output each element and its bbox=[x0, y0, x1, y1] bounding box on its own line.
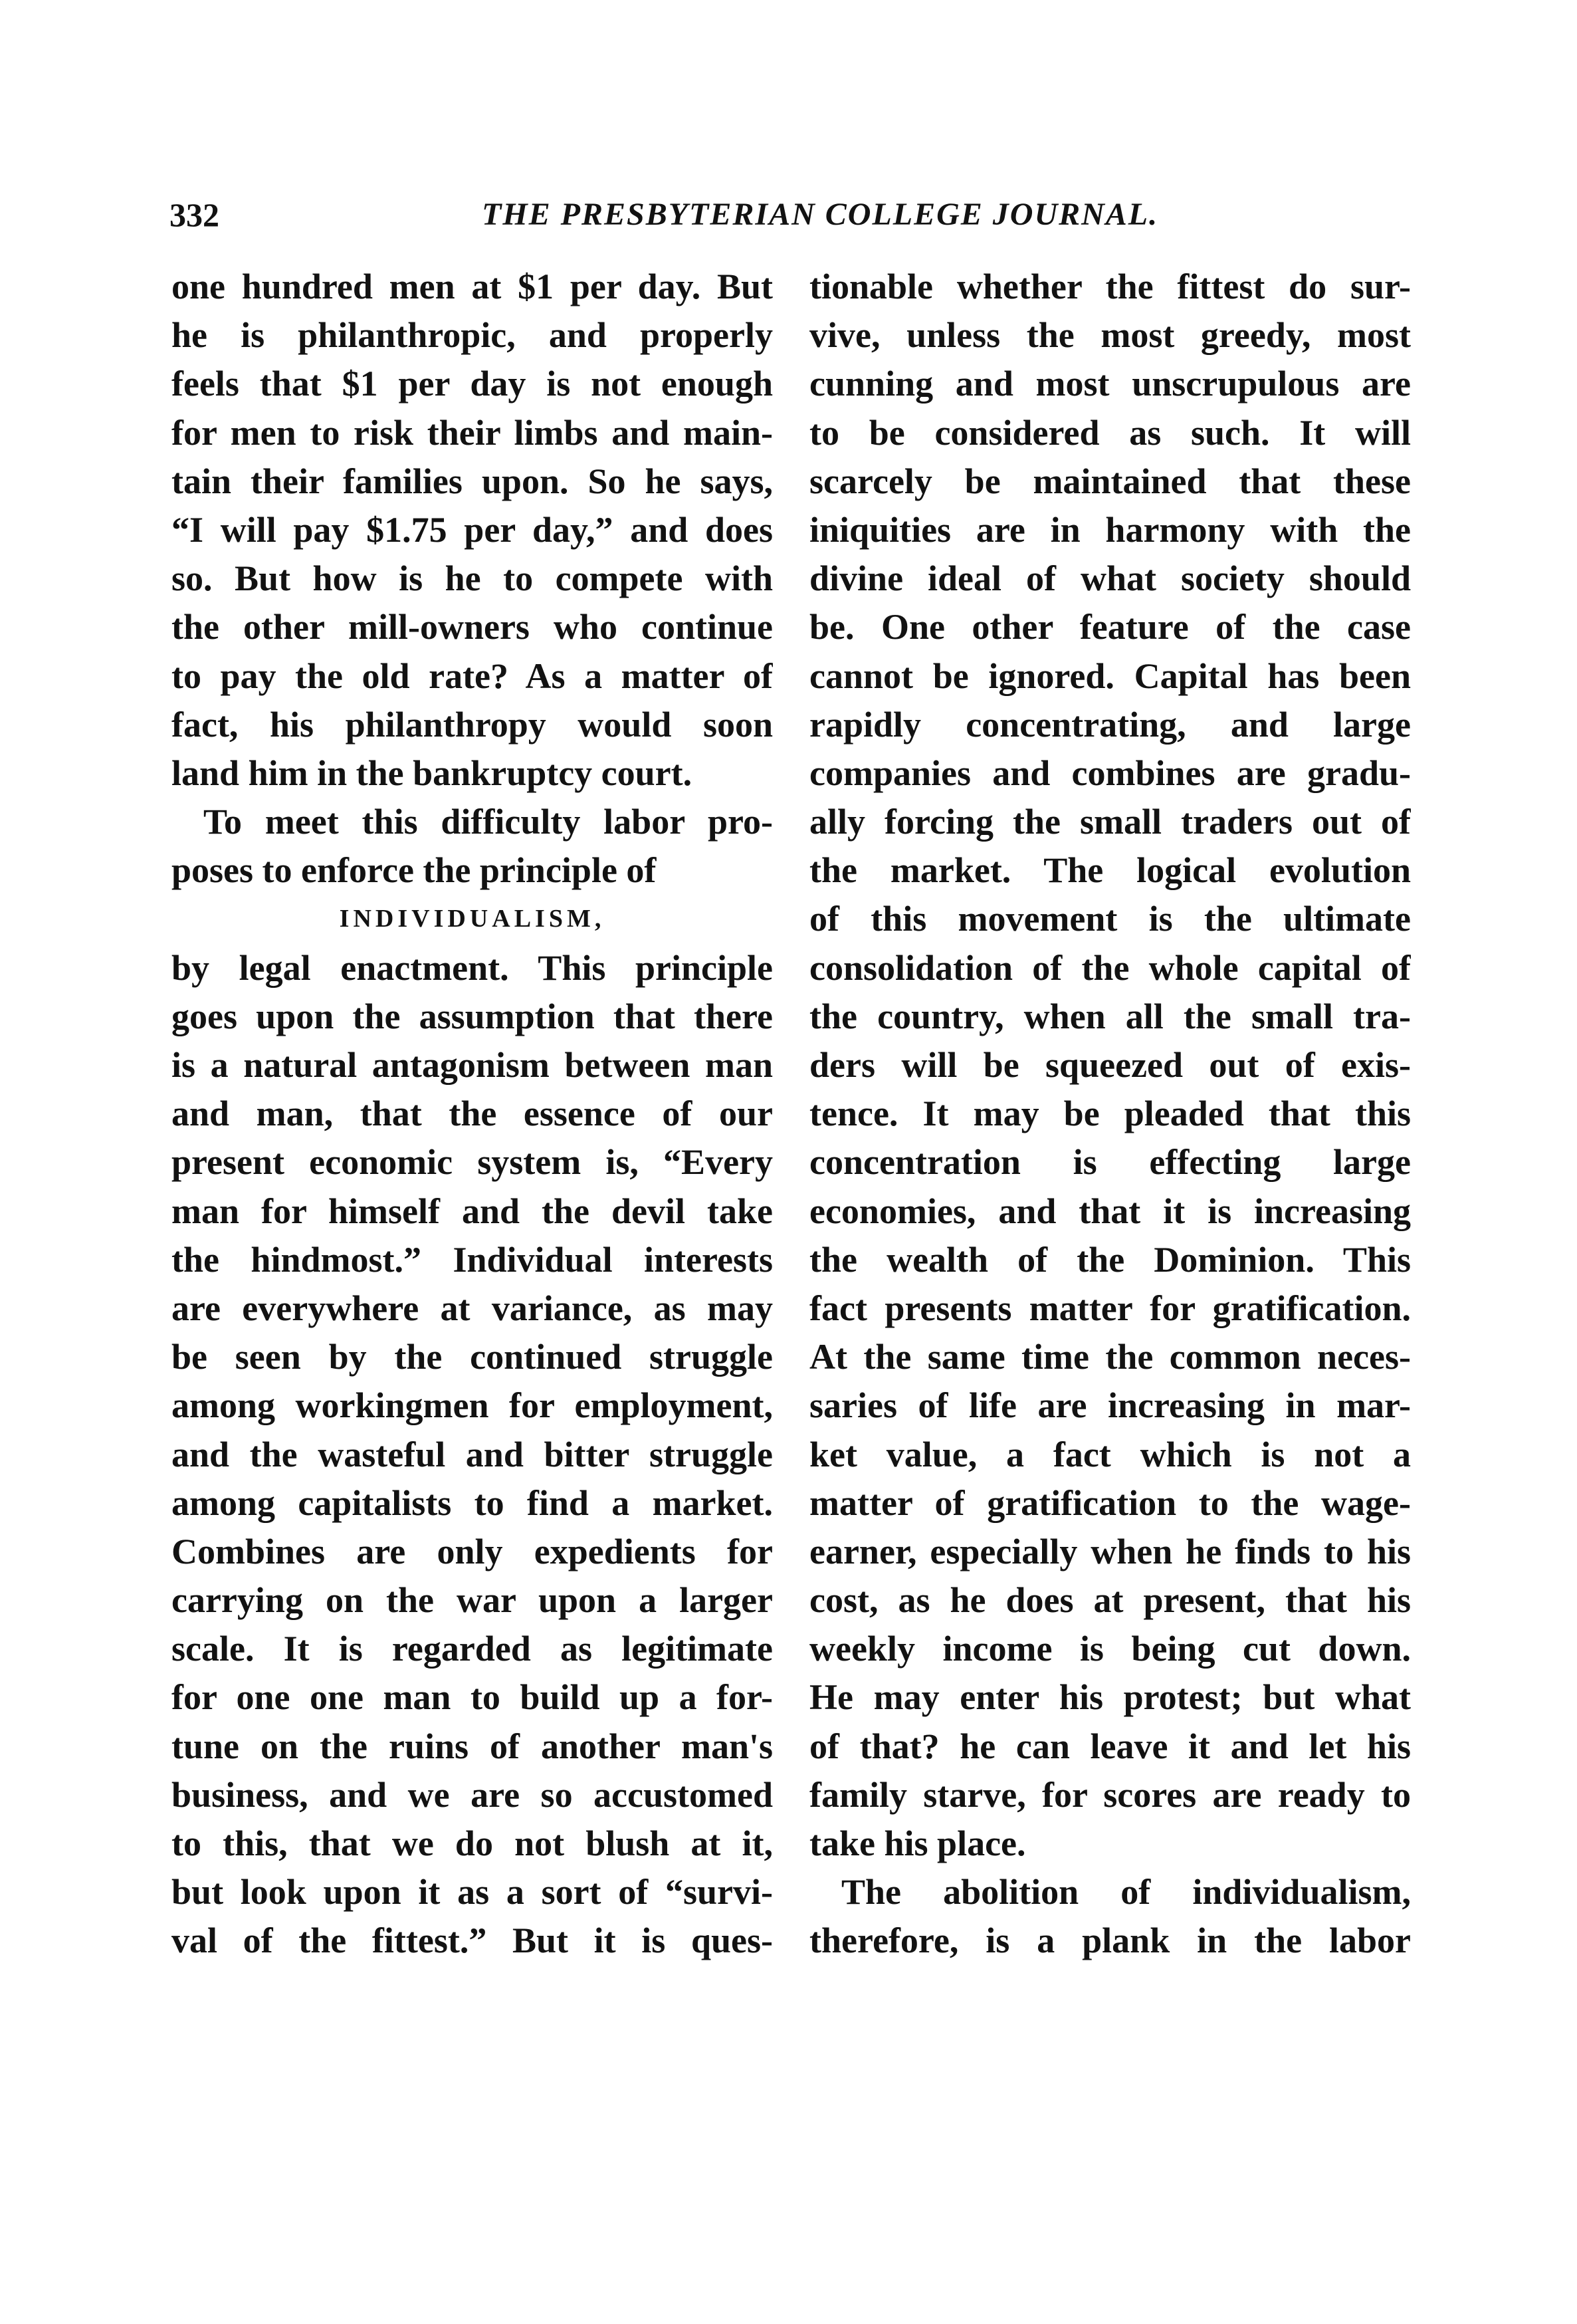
text-line: family starve, for scores are ready to bbox=[809, 1774, 1411, 1815]
text-line: to this, that we do not blush at it, bbox=[171, 1823, 773, 1863]
text-line: the other mill-owners who continue bbox=[171, 607, 773, 647]
text-line: land him in the bankruptcy court. bbox=[171, 753, 692, 793]
text-line: poses to enforce the principle of bbox=[171, 850, 657, 891]
text-line: At the same time the common neces- bbox=[809, 1337, 1411, 1377]
text-line: scarcely be maintained that these bbox=[809, 461, 1411, 501]
text-line: divine ideal of what society should bbox=[809, 558, 1411, 599]
page-header bbox=[169, 191, 1406, 245]
text-line: cannot be ignored. Capital has been bbox=[809, 655, 1411, 696]
text-line: business, and we are so accustomed bbox=[171, 1774, 773, 1815]
text-line: consolidation of the whole capital of bbox=[809, 947, 1411, 988]
text-line: “I will pay $1.75 per day,” and does bbox=[171, 509, 773, 550]
text-line: matter of gratification to the wage- bbox=[809, 1482, 1411, 1523]
text-line: be seen by the continued struggle bbox=[171, 1337, 773, 1377]
text-line: tune on the ruins of another man's bbox=[171, 1726, 773, 1766]
text-line: concentration is effecting large bbox=[809, 1142, 1411, 1183]
text-line: earner, especially when he finds to his bbox=[809, 1531, 1411, 1571]
text-line: vive, unless the most greedy, most bbox=[809, 315, 1411, 356]
text-line: he is philanthropic, and properly bbox=[171, 315, 773, 356]
text-line: To meet this difficulty labor pro- bbox=[203, 802, 773, 842]
text-line: but look upon it as a sort of “survi- bbox=[171, 1872, 773, 1913]
text-line: among workingmen for employment, bbox=[171, 1385, 773, 1426]
text-line: are everywhere at variance, as may bbox=[171, 1288, 773, 1328]
left-column bbox=[171, 263, 773, 1966]
text-line: of that? he can leave it and let his bbox=[809, 1726, 1411, 1766]
text-line: cunning and most unscrupulous are bbox=[809, 364, 1411, 404]
text-line: present economic system is, “Every bbox=[171, 1142, 773, 1183]
text-line: and the wasteful and bitter struggle bbox=[171, 1434, 773, 1474]
text-line: to be considered as such. It will bbox=[809, 412, 1411, 453]
text-line: Combines are only expedients for bbox=[171, 1531, 773, 1571]
text-line: the wealth of the Dominion. This bbox=[809, 1239, 1411, 1280]
text-line: is a natural antagonism between man bbox=[171, 1045, 773, 1085]
text-line: tence. It may be pleaded that this bbox=[809, 1094, 1411, 1134]
text-line: ket value, a fact which is not a bbox=[809, 1434, 1411, 1474]
text-line: and man, that the essence of our bbox=[171, 1094, 773, 1134]
text-line: fact, his philanthropy would soon bbox=[171, 704, 773, 745]
text-line: ders will be squeezed out of exis- bbox=[809, 1045, 1411, 1085]
text-line: companies and combines are gradu- bbox=[809, 753, 1411, 793]
text-line: tionable whether the fittest do sur- bbox=[809, 267, 1411, 306]
text-line: so. But how is he to compete with bbox=[171, 558, 773, 599]
text-line: The abolition of individualism, bbox=[841, 1872, 1411, 1913]
section-heading: INDIVIDUALISM, bbox=[339, 905, 605, 933]
text-line: by legal enactment. This principle bbox=[171, 947, 773, 988]
text-line: economies, and that it is increasing bbox=[809, 1191, 1411, 1231]
running-title: THE PRESBYTERIAN COLLEGE JOURNAL. bbox=[482, 197, 1159, 232]
text-line: therefore, is a plank in the labor bbox=[809, 1920, 1411, 1961]
text-line: tain their families upon. So he says, bbox=[171, 461, 773, 501]
text-line: scale. It is regarded as legitimate bbox=[171, 1629, 773, 1669]
text-line: among capitalists to find a market. bbox=[171, 1482, 773, 1523]
text-line: val of the fittest.” But it is ques- bbox=[171, 1920, 773, 1961]
text-line: rapidly concentrating, and large bbox=[809, 704, 1411, 745]
text-line: carrying on the war upon a larger bbox=[171, 1580, 773, 1621]
text-line: iniquities are in harmony with the bbox=[809, 509, 1411, 550]
text-line: the country, when all the small tra- bbox=[809, 996, 1411, 1036]
text-line: the hindmost.” Individual interests bbox=[171, 1239, 773, 1280]
text-line: one hundred men at $1 per day. But bbox=[171, 267, 773, 306]
text-line: be. One other feature of the case bbox=[809, 607, 1411, 647]
text-line: fact presents matter for gratification. bbox=[809, 1288, 1411, 1328]
text-line: feels that $1 per day is not enough bbox=[171, 364, 773, 404]
text-line: the market. The logical evolution bbox=[809, 850, 1411, 891]
text-line: for men to risk their limbs and main- bbox=[171, 412, 773, 453]
text-line: cost, as he does at present, that his bbox=[809, 1580, 1411, 1621]
text-line: of this movement is the ultimate bbox=[809, 899, 1411, 939]
text-line: for one one man to build up a for- bbox=[171, 1677, 773, 1718]
right-column bbox=[809, 263, 1411, 1966]
text-line: weekly income is being cut down. bbox=[809, 1629, 1411, 1669]
text-line: ally forcing the small traders out of bbox=[809, 802, 1411, 842]
text-line: take his place. bbox=[809, 1823, 1026, 1863]
text-line: He may enter his protest; but what bbox=[809, 1677, 1411, 1718]
text-line: to pay the old rate? As a matter of bbox=[171, 655, 773, 696]
page-number: 332 bbox=[169, 196, 219, 233]
text-line: saries of life are increasing in mar- bbox=[809, 1385, 1411, 1426]
text-line: man for himself and the devil take bbox=[171, 1191, 773, 1231]
text-line: goes upon the assumption that there bbox=[171, 996, 773, 1036]
